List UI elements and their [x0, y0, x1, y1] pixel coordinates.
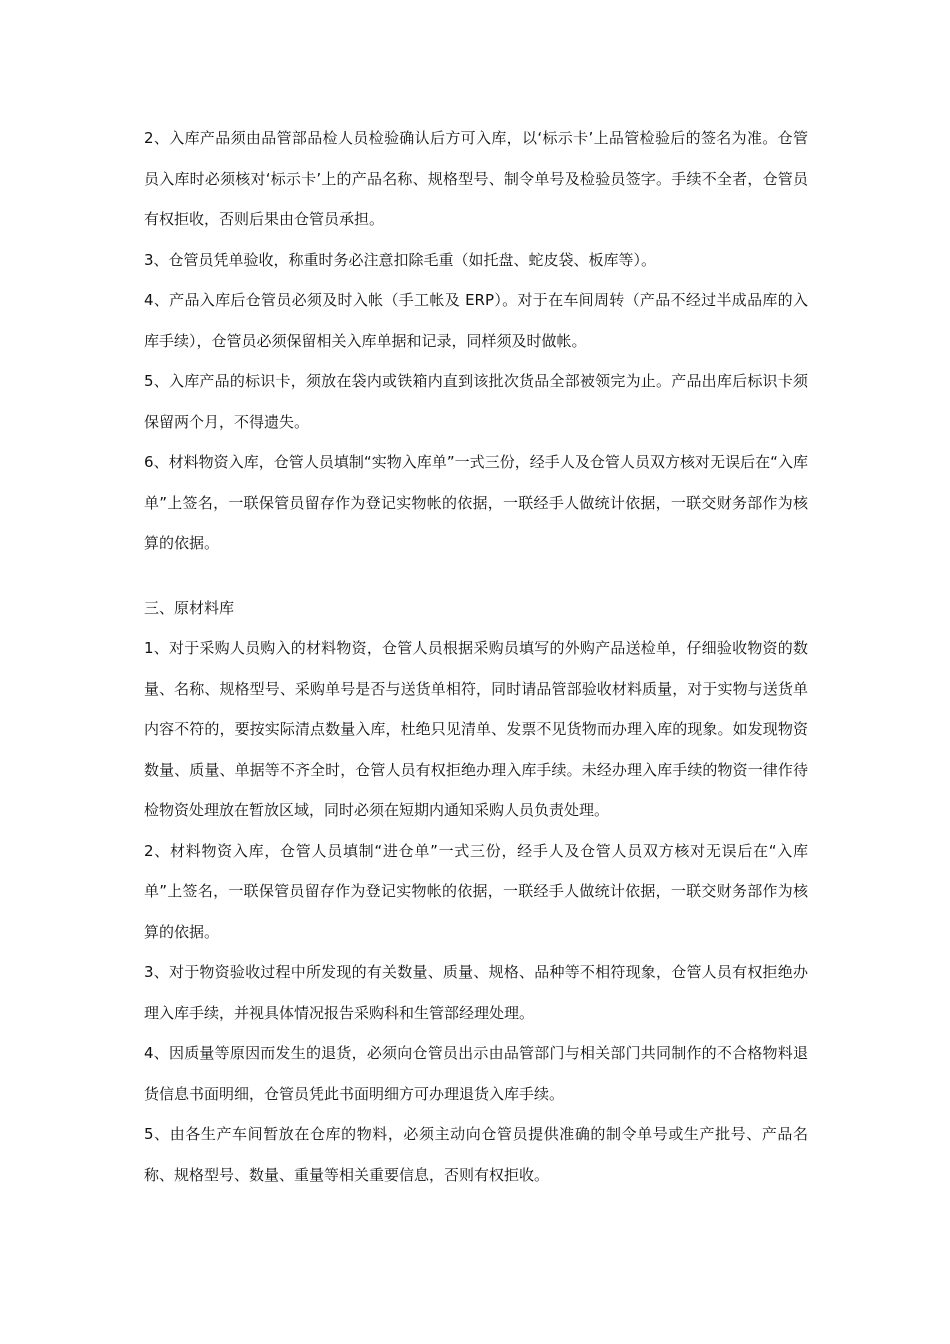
paragraph-item-6: 6、材料物资入库，仓管人员填制“实物入库单”一式三份，经手人及仓管人员双方核对无误后在“入库单”上签名，一联保管员留存作为登记实物帐的依据，一联经手人做统计依据，一联交财务部作为核算的依据。 [144, 453, 808, 552]
raw-material-item-3: 3、对于物资验收过程中所发现的有关数量、质量、规格、品种等不相符现象，仓管人员有权拒绝办理入库手续，并视具体情况报告采购科和生管部经理处理。 [144, 963, 808, 1022]
raw-material-item-1: 1、对于采购人员购入的材料物资，仓管人员根据采购员填写的外购产品送检单，仔细验收物资的数量、名称、规格型号、采购单号是否与送货单相符，同时请品管部验收材料质量，对于实物与送货单内容不符的，要按实际清点数量入库，杜绝只见清单、发票不见货物而办理入库的现象。如发现物资数量、质量、单据等不齐全时，仓管人员有权拒绝办理入库手续。未经办理入库手续的物资一律作待检物资处理放在暂放区域，同时必须在短期内通知采购人员负责处理。 [144, 639, 808, 819]
document-body [144, 118, 808, 1195]
paragraph-item-2: 2、入库产品须由品管部品检人员检验确认后方可入库，以‘标示卡’上品管检验后的签名为准。仓管员入库时必须核对‘标示卡’上的产品名称、规格型号、制令单号及检验员签字。手续不全者，仓管员有权拒收，否则后果由仓管员承担。 [144, 129, 808, 228]
paragraph-item-3: 3、仓管员凭单验收，称重时务必注意扣除毛重（如托盘、蛇皮袋、板库等）。 [144, 250, 657, 269]
paragraph-item-5: 5、入库产品的标识卡，须放在袋内或铁箱内直到该批次货品全部被领完为止。产品出库后标识卡须保留两个月，不得遗失。 [144, 372, 808, 431]
raw-material-item-2: 2、材料物资入库，仓管人员填制“进仓单”一式三份，经手人及仓管人员双方核对无误后在“入库单”上签名，一联保管员留存作为登记实物帐的依据，一联经手人做统计依据，一联交财务部作为核算的依据。 [144, 841, 808, 941]
section-spacer [144, 564, 808, 588]
raw-material-item-5: 5、由各生产车间暂放在仓库的物料，必须主动向仓管员提供准确的制令单号或生产批号、产品名称、规格型号、数量、重量等相关重要信息，否则有权拒收。 [144, 1125, 808, 1184]
paragraph-item-4: 4、产品入库后仓管员必须及时入帐（手工帐及 ERP）。对于在车间周转（产品不经过半成品库的入库手续），仓管员必须保留相关入库单据和记录，同样须及时做帐。 [144, 291, 808, 350]
section-heading-raw-materials: 三、原材料库 [144, 598, 235, 617]
raw-material-item-4: 4、因质量等原因而发生的退货，必须向仓管员出示由品管部门与相关部门共同制作的不合格物料退货信息书面明细，仓管员凭此书面明细方可办理退货入库手续。 [144, 1044, 808, 1103]
